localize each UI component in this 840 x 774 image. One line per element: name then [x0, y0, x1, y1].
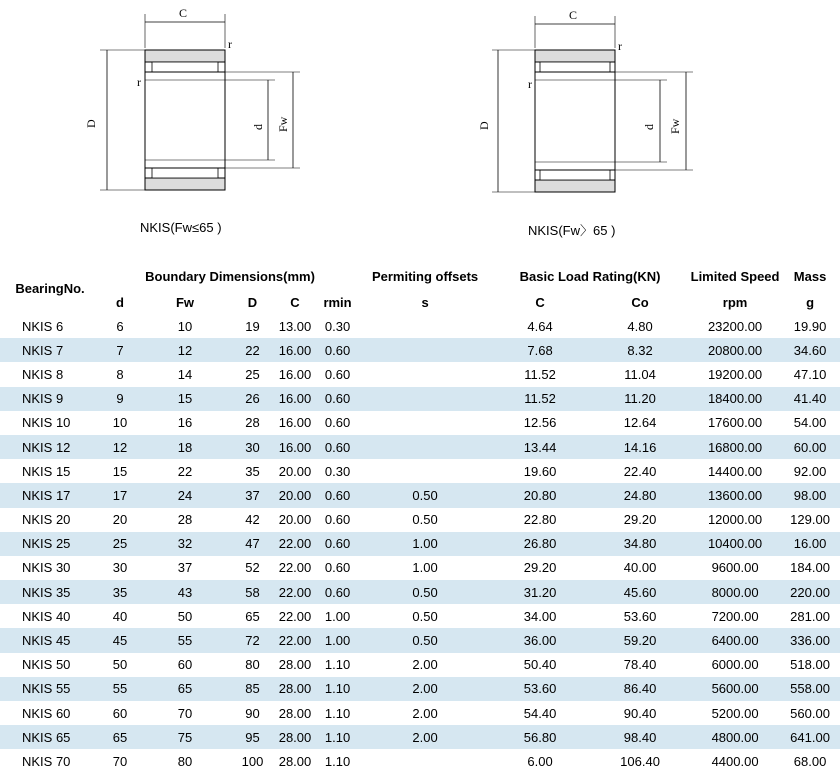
bearing-diagram-small [0, 0, 420, 260]
cell-bearing-no: NKIS 60 [22, 705, 71, 721]
cell-rmin: 1.10 [324, 753, 351, 769]
cell-C: 20.00 [278, 487, 312, 503]
cell-rmin: 0.60 [324, 560, 351, 576]
cell-load-co: 11.04 [624, 366, 656, 382]
cell-d: 45 [112, 633, 128, 649]
cell-load-c: 53.60 [523, 681, 557, 697]
cell-rpm: 6400.00 [711, 633, 759, 649]
cell-mass: 558.00 [790, 681, 830, 697]
table-row [0, 459, 840, 483]
cell-fw: 22 [177, 463, 193, 479]
cell-rpm: 14400.00 [707, 463, 763, 479]
cell-bearing-no: NKIS 40 [22, 608, 71, 624]
cell-load-c: 29.20 [523, 560, 557, 576]
bearing-cross-section-left [0, 0, 420, 215]
cell-C: 16.00 [278, 366, 312, 382]
cell-load-co: 90.40 [623, 705, 657, 721]
cell-mass: 98.00 [793, 487, 827, 503]
cell-D: 85 [245, 681, 260, 697]
cell-load-c: 36.00 [523, 633, 557, 649]
cell-D: 58 [245, 584, 260, 600]
table-row [0, 532, 840, 556]
cell-rmin: 1.10 [324, 657, 351, 673]
cell-mass: 281.00 [790, 608, 830, 624]
cell-load-c: 56.80 [523, 729, 557, 745]
cell-bearing-no: NKIS 6 [22, 318, 64, 334]
cell-rpm: 8000.00 [711, 584, 759, 600]
cell-d: 60 [112, 705, 128, 721]
table-row [0, 628, 840, 652]
cell-D: 42 [245, 512, 260, 528]
cell-bearing-no: NKIS 17 [22, 487, 71, 503]
cell-D: 90 [245, 705, 260, 721]
cell-rmin: 0.60 [324, 342, 351, 358]
cell-mass: 19.90 [793, 318, 827, 334]
cell-fw: 75 [177, 729, 193, 745]
diagram-caption-right: NKIS(Fw〉65 ) [528, 223, 616, 238]
cell-D: 52 [245, 560, 260, 576]
cell-s [360, 314, 490, 338]
cell-rmin: 0.60 [324, 391, 351, 407]
cell-C: 20.00 [278, 463, 312, 479]
cell-fw: 10 [177, 318, 193, 334]
cell-d: 50 [112, 657, 128, 673]
cell-C: 28.00 [278, 705, 312, 721]
cell-load-c: 11.52 [524, 391, 556, 407]
label-D: D [84, 119, 98, 128]
cell-C: 28.00 [278, 657, 312, 673]
cell-s [360, 411, 490, 435]
cell-C: 20.00 [278, 512, 312, 528]
cell-C: 16.00 [278, 439, 312, 455]
cell-rpm: 13600.00 [707, 487, 763, 503]
table-row [0, 580, 840, 604]
cell-D: 37 [245, 487, 260, 503]
cell-bearing-no: NKIS 12 [22, 439, 71, 455]
cell-d: 6 [116, 318, 124, 334]
cell-load-c: 4.64 [527, 318, 553, 334]
cell-load-c: 54.40 [523, 705, 557, 721]
cell-D: 72 [245, 633, 260, 649]
cell-load-c: 26.80 [523, 536, 557, 552]
cell-rpm: 19200.00 [707, 366, 763, 382]
subheader-load-c: C [535, 294, 545, 310]
cell-s: 0.50 [412, 584, 438, 600]
subheader-rpm: rpm [722, 294, 748, 310]
subheader-load-co: Co [631, 294, 649, 310]
cell-mass: 41.40 [793, 391, 827, 407]
cell-mass: 60.00 [793, 439, 827, 455]
cell-fw: 12 [177, 342, 193, 358]
cell-C: 22.00 [278, 536, 312, 552]
cell-load-co: 98.40 [623, 729, 657, 745]
cell-rpm: 5600.00 [711, 681, 759, 697]
cell-fw: 32 [177, 536, 193, 552]
cell-d: 20 [112, 512, 128, 528]
cell-s: 2.00 [412, 681, 438, 697]
cell-load-c: 11.52 [524, 366, 556, 382]
diagram-caption-left: NKIS(Fw≤65 ) [140, 220, 222, 235]
cell-C: 28.00 [278, 729, 312, 745]
cell-bearing-no: NKIS 45 [22, 633, 71, 649]
cell-D: 80 [245, 657, 260, 673]
label-C: C [569, 8, 578, 22]
cell-C: 22.00 [278, 584, 312, 600]
cell-d: 8 [116, 366, 124, 382]
cell-load-co: 86.40 [623, 681, 657, 697]
cell-C: 22.00 [278, 633, 312, 649]
cell-fw: 43 [177, 584, 193, 600]
cell-s: 1.00 [412, 536, 438, 552]
cell-d: 15 [112, 463, 128, 479]
cell-rmin: 0.30 [324, 463, 351, 479]
cell-load-co: 40.00 [623, 560, 657, 576]
subheader-D: D [247, 294, 258, 310]
cell-load-c: 19.60 [523, 463, 557, 479]
cell-rmin: 1.10 [324, 705, 351, 721]
cell-load-co: 45.60 [623, 584, 657, 600]
cell-fw: 16 [177, 415, 193, 431]
cell-D: 28 [245, 415, 260, 431]
cell-D: 25 [245, 366, 260, 382]
cell-C: 22.00 [278, 608, 312, 624]
cell-load-co: 106.40 [620, 753, 660, 769]
table-row [0, 387, 840, 411]
cell-mass: 92.00 [793, 463, 827, 479]
cell-D: 95 [245, 729, 260, 745]
label-r-top: r [228, 37, 232, 51]
label-r-top: r [618, 39, 622, 53]
cell-load-c: 6.00 [527, 753, 553, 769]
cell-fw: 55 [177, 633, 193, 649]
cell-load-c: 31.20 [523, 584, 557, 600]
cell-bearing-no: NKIS 25 [22, 536, 71, 552]
bearing-cross-section-right [420, 0, 840, 215]
cell-D: 35 [245, 463, 260, 479]
label-D: D [477, 121, 491, 130]
cell-d: 35 [112, 584, 128, 600]
cell-load-co: 59.20 [623, 633, 657, 649]
subheader-g: g [806, 294, 815, 310]
cell-load-co: 11.20 [624, 391, 656, 407]
cell-load-c: 34.00 [523, 608, 557, 624]
cell-D: 100 [241, 753, 264, 769]
cell-mass: 34.60 [793, 342, 827, 358]
table-row [0, 435, 840, 459]
cell-rpm: 6000.00 [711, 657, 759, 673]
cell-fw: 65 [177, 681, 193, 697]
cell-d: 12 [112, 439, 128, 455]
bearing-spec-table [0, 262, 840, 774]
label-d: d [642, 124, 656, 130]
cell-s [360, 338, 490, 362]
cell-load-co: 14.16 [623, 439, 657, 455]
cell-s: 0.50 [412, 512, 438, 528]
cell-rpm: 18400.00 [707, 391, 763, 407]
cell-rmin: 0.60 [324, 584, 351, 600]
cell-fw: 14 [177, 366, 193, 382]
cell-fw: 18 [177, 439, 193, 455]
header-boundary-dimensions: Boundary Dimensions(mm) [145, 268, 315, 284]
cell-mass: 641.00 [790, 729, 830, 745]
cell-rpm: 16800.00 [707, 439, 763, 455]
cell-s: 0.50 [412, 633, 438, 649]
cell-rmin: 1.10 [324, 729, 351, 745]
cell-D: 26 [245, 391, 260, 407]
table-row [0, 749, 840, 773]
cell-C: 28.00 [278, 681, 312, 697]
cell-rpm: 5200.00 [711, 705, 759, 721]
cell-mass: 336.00 [790, 633, 830, 649]
cell-bearing-no: NKIS 7 [22, 342, 64, 358]
cell-s [360, 435, 490, 459]
cell-load-c: 20.80 [523, 487, 557, 503]
cell-C: 16.00 [278, 342, 312, 358]
cell-s: 0.50 [412, 608, 438, 624]
cell-load-co: 8.32 [627, 342, 653, 358]
cell-s [360, 362, 490, 386]
cell-fw: 60 [177, 657, 193, 673]
cell-C: 16.00 [278, 391, 312, 407]
cell-mass: 129.00 [790, 512, 830, 528]
cell-mass: 518.00 [790, 657, 830, 673]
cell-d: 70 [112, 753, 128, 769]
cell-s: 2.00 [412, 729, 438, 745]
cell-d: 55 [112, 681, 128, 697]
cell-d: 30 [112, 560, 128, 576]
cell-s: 2.00 [412, 657, 438, 673]
bearing-diagram-large [420, 0, 840, 260]
cell-rmin: 0.60 [324, 415, 351, 431]
cell-C: 28.00 [278, 753, 312, 769]
cell-mass: 54.00 [793, 415, 827, 431]
cell-d: 7 [116, 342, 124, 358]
cell-rpm: 12000.00 [707, 512, 763, 528]
label-r-left: r [528, 77, 532, 91]
table-row [0, 508, 840, 532]
cell-C: 13.00 [278, 318, 312, 334]
cell-rmin: 1.10 [324, 681, 351, 697]
subheader-d: d [116, 294, 124, 310]
cell-rpm: 7200.00 [711, 608, 759, 624]
header-permitting-offsets: Permiting offsets [371, 268, 479, 284]
cell-d: 25 [112, 536, 128, 552]
cell-mass: 184.00 [790, 560, 830, 576]
cell-fw: 70 [177, 705, 193, 721]
cell-rpm: 10400.00 [707, 536, 763, 552]
cell-rmin: 0.30 [324, 318, 351, 334]
subheader-s: s [421, 294, 429, 310]
spec-table-body [0, 314, 840, 774]
cell-bearing-no: NKIS 50 [22, 657, 71, 673]
cell-bearing-no: NKIS 70 [22, 753, 71, 769]
cell-fw: 50 [177, 608, 193, 624]
label-d: d [251, 124, 265, 130]
cell-bearing-no: NKIS 30 [22, 560, 71, 576]
table-row [0, 314, 840, 338]
cell-fw: 37 [177, 560, 193, 576]
cell-rmin: 0.60 [324, 512, 351, 528]
table-row [0, 653, 840, 677]
cell-rpm: 4400.00 [711, 753, 759, 769]
cell-rpm: 17600.00 [707, 415, 763, 431]
subheader-C: C [290, 294, 300, 310]
cell-C: 16.00 [278, 415, 312, 431]
cell-bearing-no: NKIS 8 [22, 366, 64, 382]
cell-rmin: 1.00 [324, 633, 351, 649]
cell-bearing-no: NKIS 9 [22, 391, 64, 407]
table-row [0, 677, 840, 701]
cell-bearing-no: NKIS 65 [22, 729, 71, 745]
cell-fw: 80 [177, 753, 193, 769]
cell-rmin: 0.60 [324, 487, 351, 503]
cell-load-co: 34.80 [623, 536, 657, 552]
subheader-fw: Fw [175, 294, 195, 310]
cell-mass: 220.00 [790, 584, 830, 600]
cell-load-c: 22.80 [523, 512, 557, 528]
table-row [0, 411, 840, 435]
cell-s: 1.00 [412, 560, 438, 576]
header-limited-speed: Limited Speed [690, 268, 780, 284]
table-row [0, 362, 840, 386]
table-row [0, 483, 840, 507]
cell-rmin: 0.60 [324, 439, 351, 455]
cell-load-co: 4.80 [627, 318, 653, 334]
cell-fw: 24 [177, 487, 193, 503]
cell-bearing-no: NKIS 15 [22, 463, 71, 479]
cell-d: 10 [112, 415, 128, 431]
cell-bearing-no: NKIS 35 [22, 584, 71, 600]
cell-s: 0.50 [412, 487, 438, 503]
cell-load-c: 13.44 [523, 439, 557, 455]
cell-load-co: 78.40 [623, 657, 657, 673]
cell-s [360, 387, 490, 411]
cell-d: 9 [116, 391, 124, 407]
cell-rpm: 4800.00 [711, 729, 759, 745]
header-basic-load-rating: Basic Load Rating(KN) [519, 268, 661, 284]
cell-d: 65 [112, 729, 128, 745]
cell-fw: 28 [177, 512, 193, 528]
cell-C: 22.00 [278, 560, 312, 576]
table-row [0, 338, 840, 362]
cell-D: 30 [245, 439, 260, 455]
label-Fw: Fw [668, 118, 682, 134]
label-r-left: r [137, 75, 141, 89]
header-bearing-no: BearingNo. [15, 280, 85, 296]
cell-rmin: 1.00 [324, 608, 351, 624]
cell-load-c: 7.68 [527, 342, 553, 358]
cell-d: 17 [112, 487, 128, 503]
cell-rpm: 9600.00 [711, 560, 759, 576]
cell-rpm: 23200.00 [707, 318, 763, 334]
cell-d: 40 [112, 608, 128, 624]
cell-load-co: 29.20 [623, 512, 657, 528]
label-Fw: Fw [276, 116, 290, 132]
label-C: C [179, 6, 188, 20]
subheader-rmin: rmin [323, 294, 352, 310]
cell-s: 2.00 [412, 705, 438, 721]
cell-s [360, 459, 490, 483]
cell-load-co: 53.60 [623, 608, 657, 624]
cell-rmin: 0.60 [324, 366, 351, 382]
table-row [0, 725, 840, 749]
cell-bearing-no: NKIS 10 [22, 415, 71, 431]
cell-load-co: 22.40 [623, 463, 657, 479]
cell-mass: 560.00 [790, 705, 830, 721]
cell-load-co: 24.80 [623, 487, 657, 503]
cell-rpm: 20800.00 [707, 342, 763, 358]
cell-bearing-no: NKIS 55 [22, 681, 71, 697]
cell-s [360, 749, 490, 773]
cell-mass: 16.00 [793, 536, 827, 552]
cell-D: 22 [245, 342, 260, 358]
table-row [0, 604, 840, 628]
cell-rmin: 0.60 [324, 536, 351, 552]
cell-bearing-no: NKIS 20 [22, 512, 71, 528]
cell-fw: 15 [177, 391, 193, 407]
cell-mass: 47.10 [793, 366, 827, 382]
cell-load-c: 50.40 [523, 657, 557, 673]
cell-D: 19 [245, 318, 260, 334]
cell-mass: 68.00 [793, 753, 827, 769]
cell-load-c: 12.56 [523, 415, 557, 431]
cell-load-co: 12.64 [623, 415, 657, 431]
cell-D: 47 [245, 536, 260, 552]
cell-D: 65 [245, 608, 260, 624]
header-mass: Mass [793, 268, 827, 284]
table-row [0, 701, 840, 725]
table-row [0, 556, 840, 580]
